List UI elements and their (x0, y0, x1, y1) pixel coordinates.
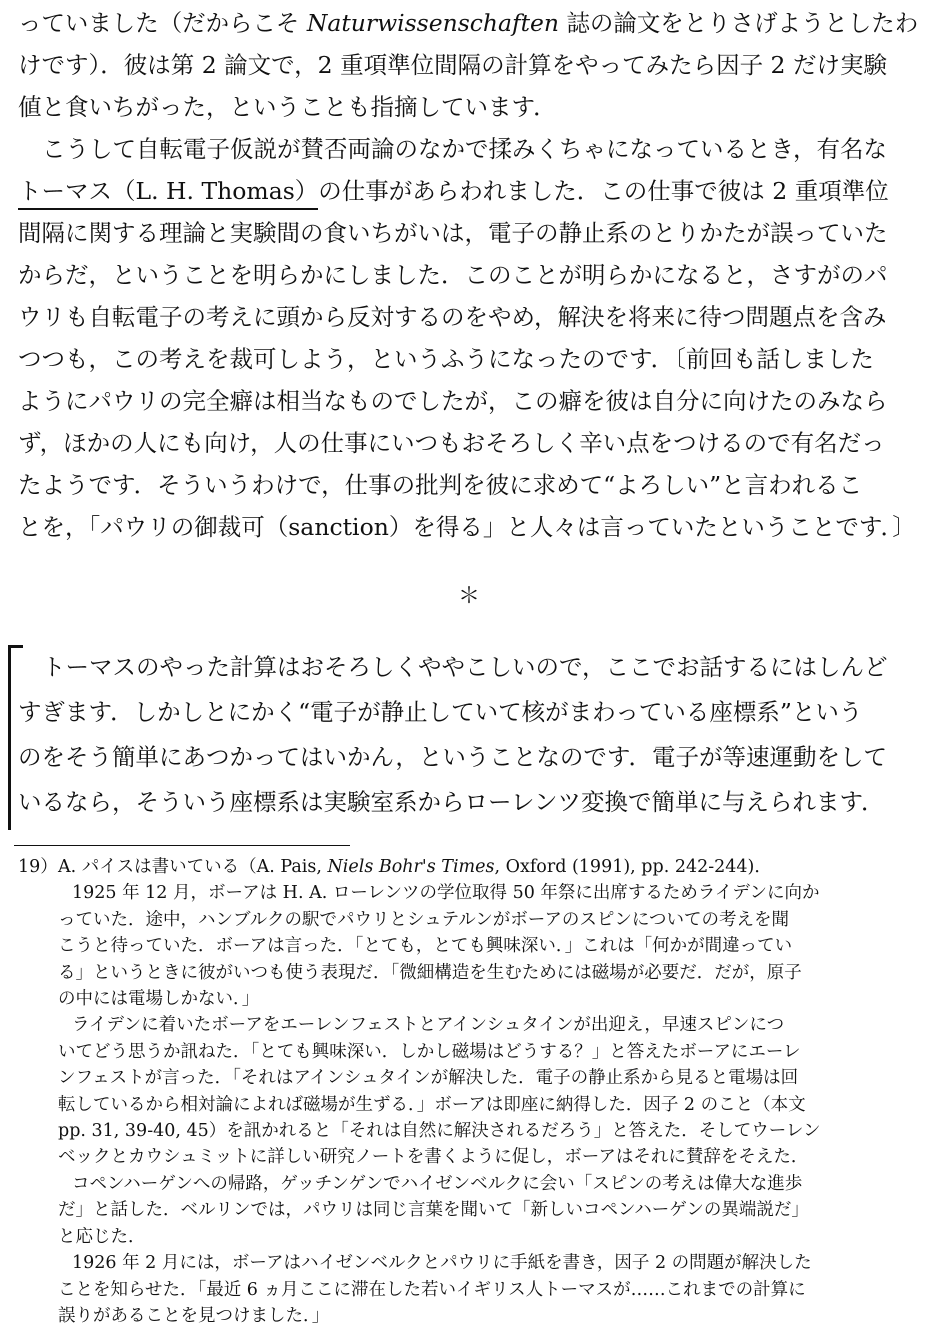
text-line: 1926 年 2 月には，ボーアはハイゼンベルクとパウリに手紙を書き，因子 2 の問題が解決した (72, 1253, 812, 1274)
footnote-19 (18, 854, 918, 1329)
text-line: ず，ほかの人にも向け，人の仕事にいつもおそろしく辛い点をつけるので有名だっ (18, 429, 885, 457)
text-line: 間隔に関する理論と実験間の食いちがいは，電子の静止系のとりかたが誤っていた (18, 219, 888, 247)
text-line (18, 170, 918, 212)
main-text (18, 2, 918, 548)
text-line: コペンハーゲンへの帰路，ゲッチンゲンでハイゼンベルクに会い「スピンの考えは偉大な進歩 (72, 1173, 803, 1194)
text-line: ンフェストが言った．「それはアインシュタインが解決した．電子の静止系から見ると電場は回 (58, 1068, 799, 1089)
text-line: のをそう簡単にあつかってはいかん，ということなのです．電子が等速運動をして (18, 743, 888, 771)
section-separator: ＊ (457, 584, 480, 609)
text-line: たようです．そういうわけで，仕事の批判を彼に求めて“よろしい”と言われるこ (18, 471, 863, 499)
text-line: ベックとカウシュミットに詳しい研究ノートを書くように促し，ボーアはそれに賛辞をそえた． (58, 1147, 809, 1168)
text-segment: , Oxford (1991), pp. 242-244)． (494, 857, 772, 877)
text-segment: の仕事があらわれました．この仕事で彼は 2 重項準位 (318, 177, 889, 205)
text-line: いてどう思うか訊ねた．「とても興味深い．しかし磁場はどうする？」と答えたボーアにエーレ (58, 1041, 801, 1062)
text-segment: 誌の論文をとりさげようとしたわ (559, 9, 919, 37)
text-line: けです）．彼は第 2 論文で，2 重項準位間隔の計算をやってみたら因子 2 だけ実験 (18, 51, 887, 79)
footnote-citation (18, 854, 918, 880)
bracket-paragraph (18, 645, 918, 825)
text-line: っていた．途中，ハンブルクの駅でパウリとシュテルンがボーアのスピンについての考えを聞 (58, 909, 790, 930)
text-line: る」というときに彼がいつも使う表現だ．「微細構造を生むためには磁場が必要だ．だが，原子 (58, 962, 802, 983)
text-line: pp. 31, 39-40, 45）を訊かれると「それは自然に解決されるだろう」と答えた．そしてウーレン (58, 1121, 821, 1142)
text-line: とを，「パウリの御裁可（sanction）を得る」と人々は言っていたということです．〕 (18, 513, 916, 541)
footnote-number: 19） (18, 857, 58, 877)
footnote-paragraph (18, 1012, 918, 1170)
text-line: つつも，この考えを裁可しよう，というふうになったのです．〔前回も話しました (18, 345, 874, 373)
text-line: いるなら，そういう座標系は実験室系からローレンツ変換で簡単に与えられます． (18, 788, 885, 816)
footnote-divider (14, 845, 350, 846)
text-line: こうして自転電子仮説が賛否両論のなかで揉みくちゃになっているとき，有名な (42, 135, 888, 163)
text-line: 値と食いちがった，ということも指摘しています． (18, 93, 557, 121)
text-line: トーマスのやった計算はおそろしくややこしいので，ここでお話するにはしんど (42, 653, 888, 681)
text-line: 転しているから相対論によれば磁場が生ずる．」ボーアは即座に納得した．因子 2 のこと（本文 (58, 1094, 806, 1115)
text-line: からだ，ということを明らかにしました．このことが明らかになると，さすがのパ (18, 261, 888, 289)
bracketed-text (18, 645, 918, 825)
text-segment: っていました（だからこそ (18, 9, 307, 37)
text-line: の中には電場しかない．」 (58, 989, 260, 1010)
text-line: 1925 年 12 月，ボーアは H. A. ローレンツの学位取得 50 年祭に出席するためライデンに向か (72, 883, 820, 904)
text-segment: A. パイスは書いている（A. Pais, (58, 857, 328, 877)
bracketed-note (8, 645, 918, 829)
underlined-name: トーマス（L. H. Thomas） (18, 177, 318, 210)
text-line: すぎます．しかしとにかく“電子が静止していて核がまわっている座標系”という (18, 698, 863, 726)
text-line: ライデンに着いたボーアをエーレンフェストとアインシュタインが出迎え，早速スピンにつ (72, 1015, 785, 1036)
text-line: 誤りがあることを見つけました．」 (58, 1305, 330, 1326)
text-line: こうと待っていた．ボーアは言った．「とても，とても興味深い．」これは「何かが間違ってい (58, 936, 793, 957)
text-line: だ」と話した．ベルリンでは，パウリは同じ言葉を聞いて「新しいコペンハーゲンの異端説だ」 (58, 1200, 809, 1221)
paragraph-2 (18, 128, 918, 548)
text-line: ウリも自転電子の考えに頭から反対するのをやめ，解決を将来に待つ問題点を含み (18, 303, 887, 331)
book-title: Niels Bohr's Times (327, 857, 495, 877)
journal-title: Naturwissenschaften (306, 9, 560, 37)
footnote-paragraph (18, 1250, 918, 1329)
footnote-paragraph (18, 1171, 918, 1250)
text-line (18, 2, 919, 44)
text-line (18, 854, 918, 880)
text-line: ことを知らせた．「最近 6 ヵ月ここに滞在した若いイギリス人トーマスが……これまでの計算に (58, 1279, 806, 1300)
text-line: ようにパウリの完全癖は相当なものでしたが，この癖を彼は自分に向けたのみなら (18, 387, 888, 415)
paragraph-1 (18, 2, 918, 128)
footnote-paragraph (18, 880, 918, 1012)
text-line: と応じた． (58, 1226, 146, 1247)
